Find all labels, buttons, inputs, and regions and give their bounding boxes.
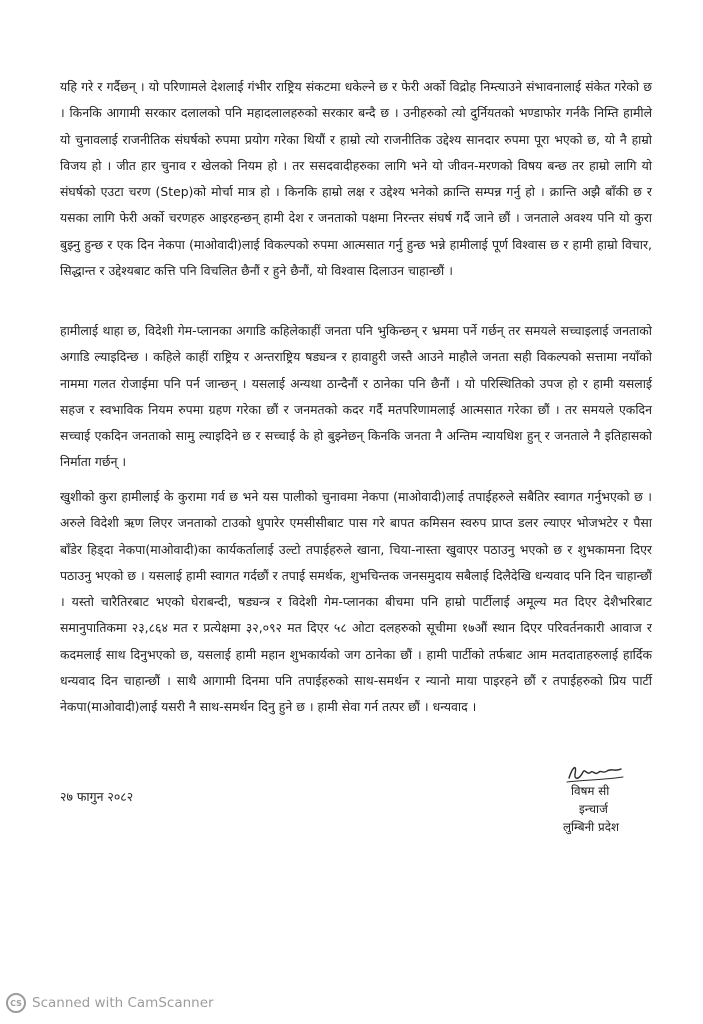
scanner-watermark bbox=[6, 993, 214, 1013]
camscanner-logo-icon: CS bbox=[6, 993, 26, 1013]
letter-paragraph-3: खुशीको कुरा हामीलाई के कुरामा गर्व छ भने यस पालीको चुनावमा नेकपा (माओवादी)लाई तपाईहरुले सबैतिर स्वागत गर्नुभएको छ । अरुले विदेशी ऋण लिएर जनताको टाउको धुपारेर एमसीसीबाट पास गरे बापत कमिसन स्वरुप प्राप्त डलर ल्याएर भोजभटेर र पैसा बाँडेर हिड्दा नेकपा(माओवादी)का कार्यकर्तालाई उल्टो तपाईहरुले खाना, चिया-नास्ता खुवाएर पठाउनु भएको छ र शुभकामना दिएर पठाउनु भएको छ । यसलाई हामी स्वागत गर्दछौं र तपाई समर्थक, शुभचिन्तक जनसमुदाय सबैलाई दिलैदेखि धन्यवाद पनि दिन चाहान्छौं । यस्तो चारैतिरबाट भएको घेराबन्दी, षड्यन्त्र र विदेशी गेम-प्लानका बीचमा पनि हाम्रो पार्टीलाई अमूल्य मत दिएर देशैभरिबाट समानुपातिकमा २३,८६४ मत र प्रत्येक्षमा ३२,०९२ मत दिएर ५८ ओटा दलहरुको सूचीमा १७औं स्थान दिएर परिवर्तनकारी आवाज र कदमलाई साथ दिनुभएको छ, यसलाई हामी महान शुभकार्यको जग ठानेका छौं । हामी पार्टीको तर्फबाट आम मतदाताहरुलाई हार्दिक धन्यवाद दिन चाहान्छौं । साथै आगामी दिनमा पनि तपाईहरुको साथ-समर्थन र न्यानो माया पाइरहने छौं र तपाईहरुको प्रिय पार्टी नेकपा(माओवादी)लाई यसरी नै साथ-समर्थन दिनु हुने छ । हामी सेवा गर्न तत्पर छौं । धन्यवाद । bbox=[60, 489, 652, 715]
signatory-title: इन्चार्ज bbox=[579, 802, 608, 816]
letter-date: २७ फागुन २०८२ bbox=[60, 789, 134, 804]
signatory-name: विषम सी bbox=[571, 784, 610, 798]
signature-block bbox=[563, 760, 673, 836]
letter-paragraph-1: यहि गरे र गर्दैछन् । यो परिणामले देशलाई गंभीर राष्ट्रिय संकटमा धकेल्ने छ र फेरी अर्को विद्रोह निम्त्याउने संभावनालाई संकेत गरेको छ । किनकि आगामी सरकार दलालको पनि महादलालहरुको सरकार बन्दै छ । उनीहरुको त्यो दुर्नियतको भण्डाफोर गर्नकै निम्ति हामीले यो चुनावलाई राजनीतिक संघर्षको रुपमा प्रयोग गरेका थियौं र हाम्रो त्यो राजनीतिक उद्देश्य सानदार रुपमा पूरा भएको छ, यो नै हाम्रो विजय हो । जीत हार चुनाव र खेलको नियम हो । तर ससदवादीहरुका लागि भने यो जीवन-मरणको विषय बन्छ तर हाम्रो लागि यो संघर्षको एउटा चरण (Step)को मोर्चा मात्र हो । किनकि हाम्रो लक्ष र उद्देश्य भनेको क्रान्ति सम्पन्न गर्नु हो । क्रान्ति अझै बाँकी छ र यसका लागि फेरी अर्को चरणहरु आइरहन्छन् हामी देश र जनताको पक्षमा निरन्तर संघर्ष गर्दै जाने छौं । जनताले अवश्य पनि यो कुरा बुझ्नु हुन्छ र एक दिन नेकपा (माओवादी)लाई विकल्पको रुपमा आत्मसात गर्नु हुन्छ भन्ने हामीलाई पूर्ण विश्वास छ र हामी हाम्रो विचार, सिद्धान्त र उद्देश्यबाट कत्ति पनि विचलित छैनौं र हुने छैनौं, यो विश्वास दिलाउन चाहान्छौं । bbox=[60, 79, 652, 279]
signatory-region: लुम्बिनी प्रदेश bbox=[563, 820, 619, 834]
watermark-text: Scanned with CamScanner bbox=[32, 995, 214, 1011]
letter-paragraph-2: हामीलाई थाहा छ, विदेशी गेम-प्लानका अगाडि कहिलेकाहीं जनता पनि भुकिन्छन् र भ्रममा पर्ने गर्छन् तर समयले सच्चाइलाई जनताको अगाडि ल्याइदिन्छ । कहिले काहीं राष्ट्रिय र अन्तराष्ट्रिय षड्यन्त्र र हावाहुरी जस्तै आउने माहौले जनता सही विकल्पको सत्तामा नयाँको नाममा गलत रोजाईमा पनि पर्न जान्छन् । यसलाई अन्यथा ठान्दैनौं र ठानेका पनि छैनौं । यो परिस्थितिको उपज हो र हामी यसलाई सहज र स्वभाविक नियम रुपमा ग्रहण गरेका छौं र जनमतको कदर गर्दै मतपरिणामलाई आत्मसात गरेका छौं । तर समयले एकदिन सच्चाई एकदिन जनताको सामु ल्याइदिने छ र सच्चाई के हो बुझ्नेछन् किनकि जनता नै अन्तिम न्यायधिश हुन् र जनताले नै इतिहासको निर्माता गर्छन् । bbox=[60, 323, 652, 470]
